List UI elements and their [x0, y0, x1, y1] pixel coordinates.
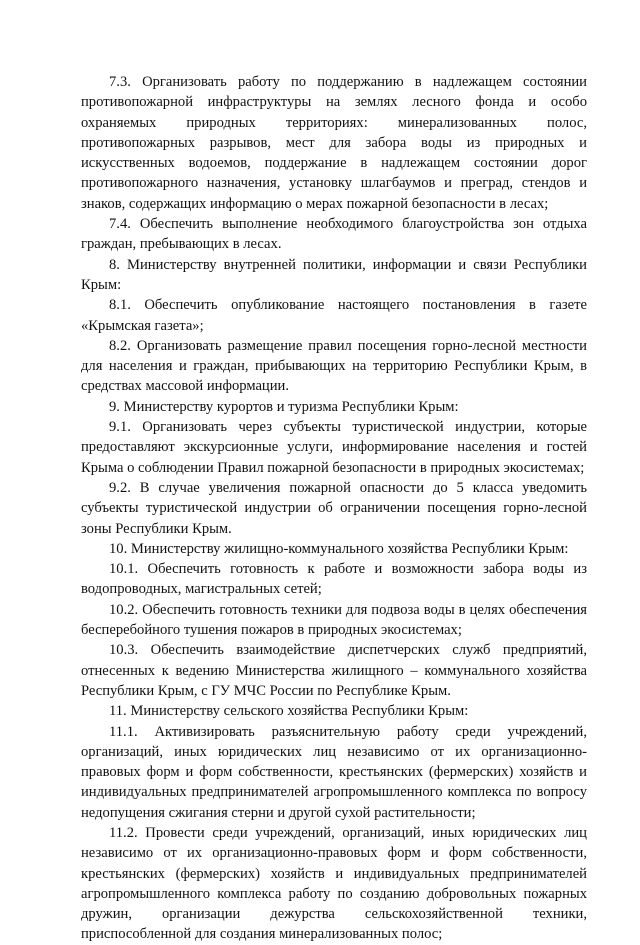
paragraph-8-2: 8.2. Организовать размещение правил посещения горно-лесной местности для населения и граждан, прибывающих на территорию Республики Крым, в средствах массовой информации. [81, 337, 587, 395]
paragraph-11-1: 11.1. Активизировать разъяснительную работу среди учреждений, организаций, иных юридических лиц независимо от их организационно-правовых форм и форм собственности, крестьянских (фермерских) хозяйств и индивидуальных предпринимателей агропромышленного комплекса по вопросу недопущения сжигания стерни и другой сухой растительности; [81, 723, 587, 821]
paragraph-10-2: 10.2. Обеспечить готовность техники для подвоза воды в целях обеспечения бесперебойного тушения пожаров в природных экосистемах; [81, 601, 587, 639]
paragraph-9: 9. Министерству курортов и туризма Республики Крым: [109, 398, 459, 415]
paragraph-10: 10. Министерству жилищно-коммунального хозяйства Республики Крым: [109, 540, 569, 557]
paragraph-10-3: 10.3. Обеспечить взаимодействие диспетчерских служб предприятий, отнесенных к ведению Министерства жилищного – коммунального хозяйства Республики Крым, с ГУ МЧС России по Республике Крым. [81, 642, 587, 699]
paragraph-8: 8. Министерству внутренней политики, информации и связи Республики Крым: [81, 256, 587, 293]
document-body [81, 72, 587, 945]
paragraph-11-2: 11.2. Провести среди учреждений, организаций, иных юридических лиц независимо от их организационно-правовых форм и форм собственности, крестьянских (фермерских) хозяйств и индивидуальных предпринимателей агропромышленного комплекса работу по созданию добровольных пожарных дружин, организации дежурства сельскохозяйственной техники, приспособленной для создания минерализованных полос; [81, 824, 587, 943]
paragraph-11: 11. Министерству сельского хозяйства Республики Крым: [109, 703, 469, 720]
paragraph-10-1: 10.1. Обеспечить готовность к работе и возможности забора воды из водопроводных, магистральных сетей; [81, 561, 587, 598]
paragraph-7-4: 7.4. Обеспечить выполнение необходимого благоустройства зон отдыха граждан, пребывающих в лесах. [81, 216, 587, 253]
paragraph-7-3: 7.3. Организовать работу по поддержанию в надлежащем состоянии противопожарной инфраструктуры на землях лесного фонда и особо охраняемых природных территориях: минерализованных полос, противопожарных разрывов, мест для забора воды из природных и искусственных водоемов, поддержание в надлежащем состоянии дорог противопожарного назначения, установку шлагбаумов и преград, стендов и знаков, содержащих информацию о мерах пожарной безопасности в лесах; [81, 74, 587, 212]
paragraph-8-1: 8.1. Обеспечить опубликование настоящего постановления в газете «Крымская газета»; [81, 297, 587, 334]
paragraph-9-1: 9.1. Организовать через субъекты туристической индустрии, которые предоставляют экскурсионные услуги, информирование населения и гостей Крыма о соблюдении Правил пожарной безопасности в природных экосистемах; [81, 419, 587, 476]
paragraph-9-2: 9.2. В случае увеличения пожарной опасности до 5 класса уведомить субъекты туристической индустрии об ограничении посещения горно-лесной зоны Республики Крым. [81, 479, 587, 537]
